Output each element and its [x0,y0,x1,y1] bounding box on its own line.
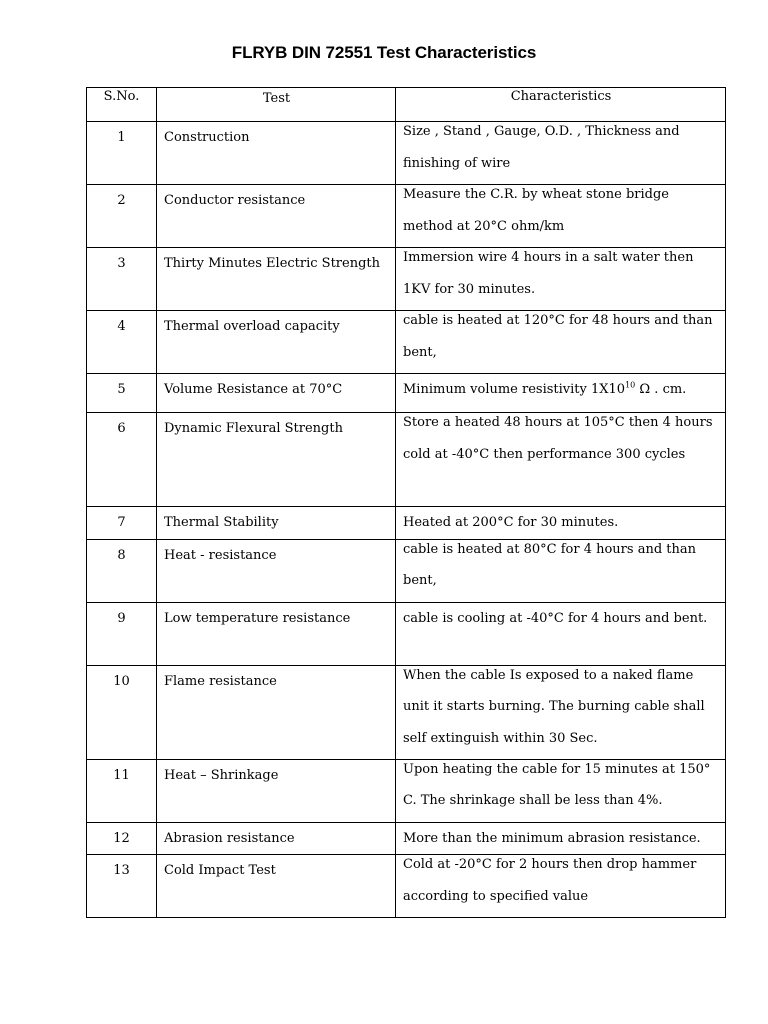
row-sno: 12 [87,822,157,855]
row-characteristics: More than the minimum abrasion resistance. [396,822,726,855]
resistivity-exponent: 10 [625,380,636,390]
row-characteristics: Store a heated 48 hours at 105°C then 4 hours cold at -40°C then performance 300 cycles [396,413,726,507]
row-test: Heat - resistance [157,539,396,602]
row-sno: 2 [87,185,157,248]
table-row [87,539,726,602]
resistivity-text: Minimum volume resistivity 1X10 [403,382,626,397]
row-sno: 1 [87,122,157,185]
row-test: Flame resistance [157,665,396,759]
header-characteristics: Characteristics [396,88,726,122]
row-characteristics: When the cable Is exposed to a naked flame unit it starts burning. The burning cable shall self extinguish within 30 Sec. [396,665,726,759]
row-test: Thermal Stability [157,507,396,540]
document-title: FLRYB DIN 72551 Test Characteristics [231,43,537,62]
table-row [87,602,726,665]
table-row [87,665,726,759]
header-test: Test [157,88,396,122]
table-row [87,413,726,507]
row-characteristics: cable is heated at 80°C for 4 hours and than bent, [396,539,726,602]
row-characteristics: cable is heated at 120°C for 48 hours and than bent, [396,311,726,374]
row-sno: 3 [87,248,157,311]
row-test: Abrasion resistance [157,822,396,855]
row-test: Dynamic Flexural Strength [157,413,396,507]
table-row [87,311,726,374]
table-row [87,759,726,822]
row-characteristics: Upon heating the cable for 15 minutes at 150° C. The shrinkage shall be less than 4%. [396,759,726,822]
header-sno: S.No. [87,88,157,122]
row-sno: 11 [87,759,157,822]
table-row [87,855,726,918]
row-sno: 8 [87,539,157,602]
table-row [87,122,726,185]
table-row [87,185,726,248]
row-characteristics: Size , Stand , Gauge, O.D. , Thickness and finishing of wire [396,122,726,185]
row-test: Thirty Minutes Electric Strength [157,248,396,311]
row-sno: 10 [87,665,157,759]
table-row [87,248,726,311]
row-sno: 6 [87,413,157,507]
row-characteristics: Cold at -20°C for 2 hours then drop hammer according to specified value [396,855,726,918]
row-characteristics: cable is cooling at -40°C for 4 hours and bent. [396,602,726,665]
row-sno: 9 [87,602,157,665]
row-characteristics: Measure the C.R. by wheat stone bridge method at 20°C ohm/km [396,185,726,248]
row-sno: 7 [87,507,157,540]
row-test: Cold Impact Test [157,855,396,918]
row-characteristics: Immersion wire 4 hours in a salt water then 1KV for 30 minutes. [396,248,726,311]
row-test: Conductor resistance [157,185,396,248]
resistivity-unit: Ω . cm. [635,382,687,397]
row-sno: 5 [87,374,157,413]
row-sno: 13 [87,855,157,918]
row-test: Thermal overload capacity [157,311,396,374]
row-test: Construction [157,122,396,185]
row-test: Heat – Shrinkage [157,759,396,822]
row-sno: 4 [87,311,157,374]
test-characteristics-table [86,87,726,918]
row-test: Low temperature resistance [157,602,396,665]
row-test: Volume Resistance at 70°C [157,374,396,413]
row-characteristics: Heated at 200°C for 30 minutes. [396,507,726,540]
